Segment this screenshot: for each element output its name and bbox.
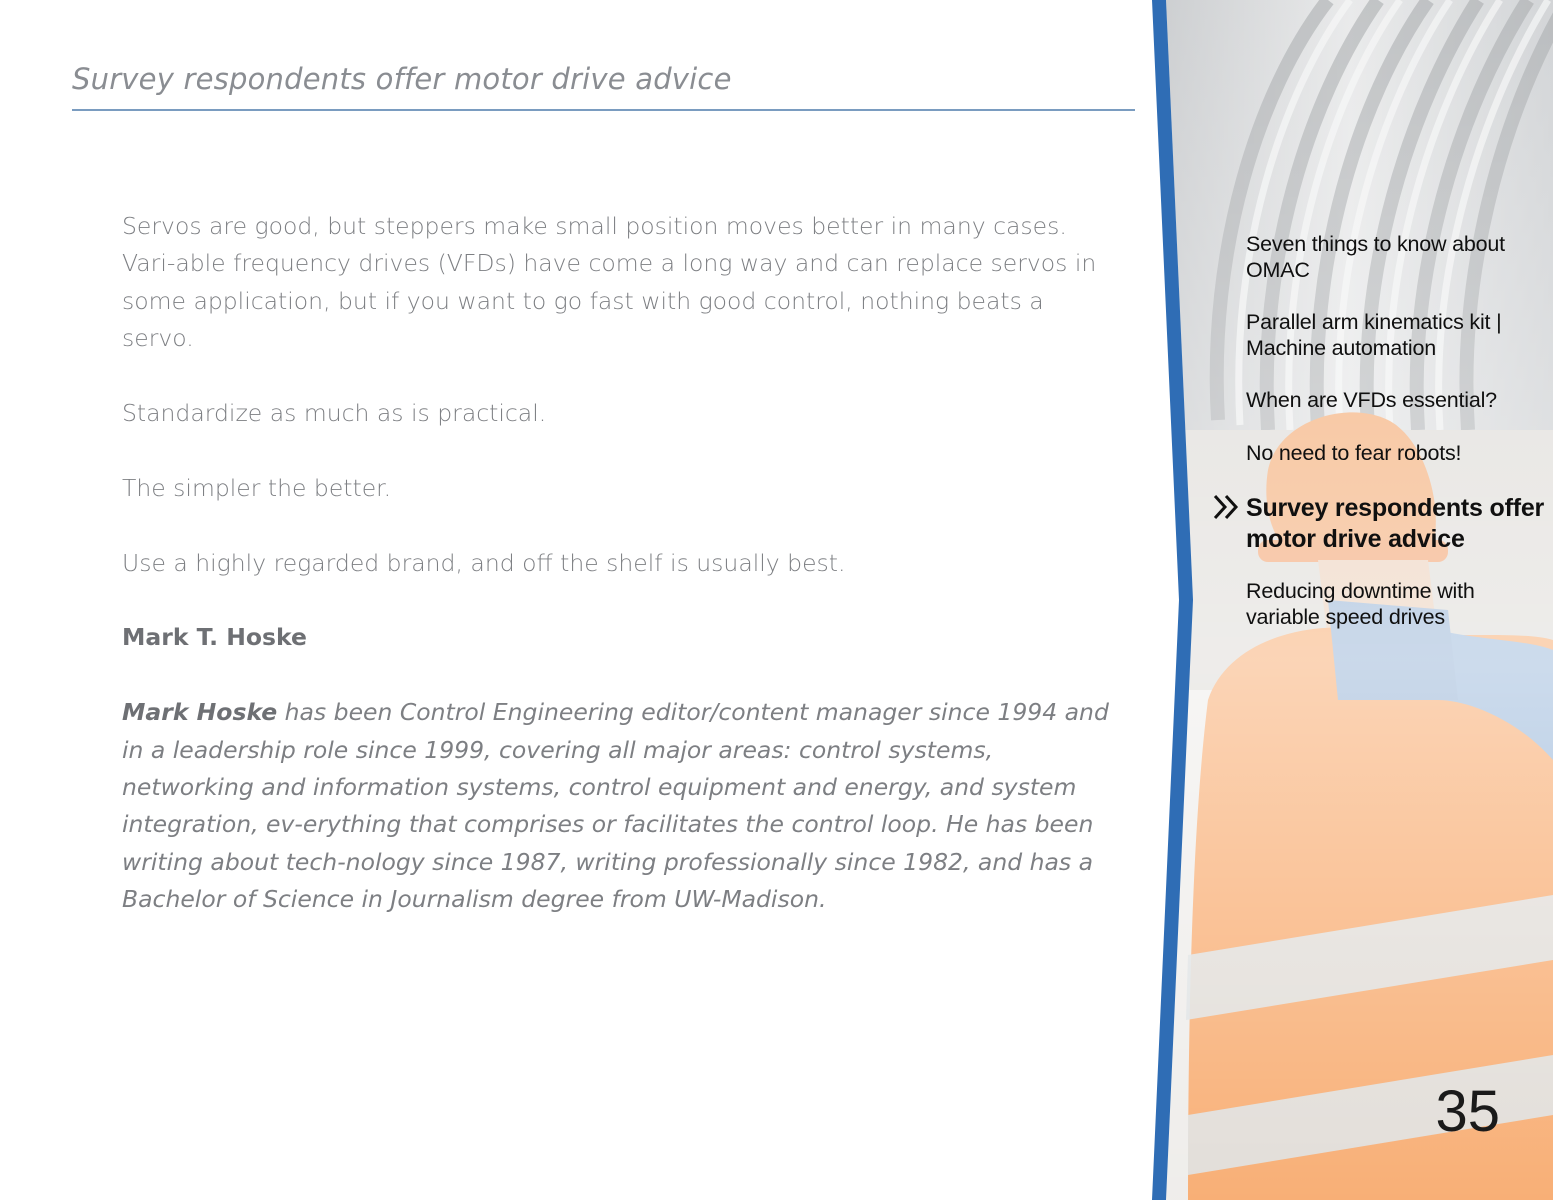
sidebar-item-omac[interactable]: Seven things to know about OMAC — [1246, 232, 1505, 282]
sidebar-item-robots[interactable]: No need to fear robots! — [1246, 440, 1462, 465]
paragraph: Standardize as much as is practical. — [122, 399, 547, 428]
article-body — [122, 208, 1112, 956]
sidebar-item-vfds[interactable]: When are VFDs essential? — [1246, 388, 1497, 412]
page-number: 35 — [1435, 1079, 1500, 1144]
author-name: Mark T. Hoske — [122, 623, 307, 652]
paragraph: Servos are good, but steppers make small position moves better in many cases. Vari-able frequency drives (VFDs) have come a long way and can replace servos in some application, but if you want to go fast with good control, nothing beats a servo. — [122, 212, 1097, 353]
header-divider — [72, 109, 1135, 111]
paragraph: The simpler the better. — [122, 473, 392, 502]
paragraph: Use a highly regarded brand, and off the shelf is usually best. — [122, 548, 846, 577]
sidebar-item-parallel-arm[interactable]: Parallel arm kinematics kit | Machine automation — [1246, 310, 1502, 360]
sidebar-item-downtime[interactable]: Reducing downtime with variable speed drives — [1246, 579, 1475, 629]
page-title: Survey respondents offer motor drive advice — [72, 62, 732, 96]
author-bio-name: Mark Hoske — [122, 698, 278, 727]
sidebar-item-label: Survey respondents offer motor drive advice — [1246, 494, 1545, 553]
double-chevron-right-icon — [1212, 493, 1242, 521]
sidebar-item-survey-active[interactable] — [1246, 493, 1546, 554]
author-bio-text: has been Control Engineering editor/content manager since 1994 and in a leadership role since 1999, covering all major areas: control systems, networking and information systems, control equipment and energy, and system integration, ev-erything that comprises or facilitates the control loop. He has been writing about tech-nology since 1987, writing professionally since 1982, and has a Bachelor of Science in Journalism degree from UW-Madison. — [122, 698, 1109, 914]
sidebar-toc — [1246, 232, 1546, 657]
author-bio — [122, 694, 1112, 918]
